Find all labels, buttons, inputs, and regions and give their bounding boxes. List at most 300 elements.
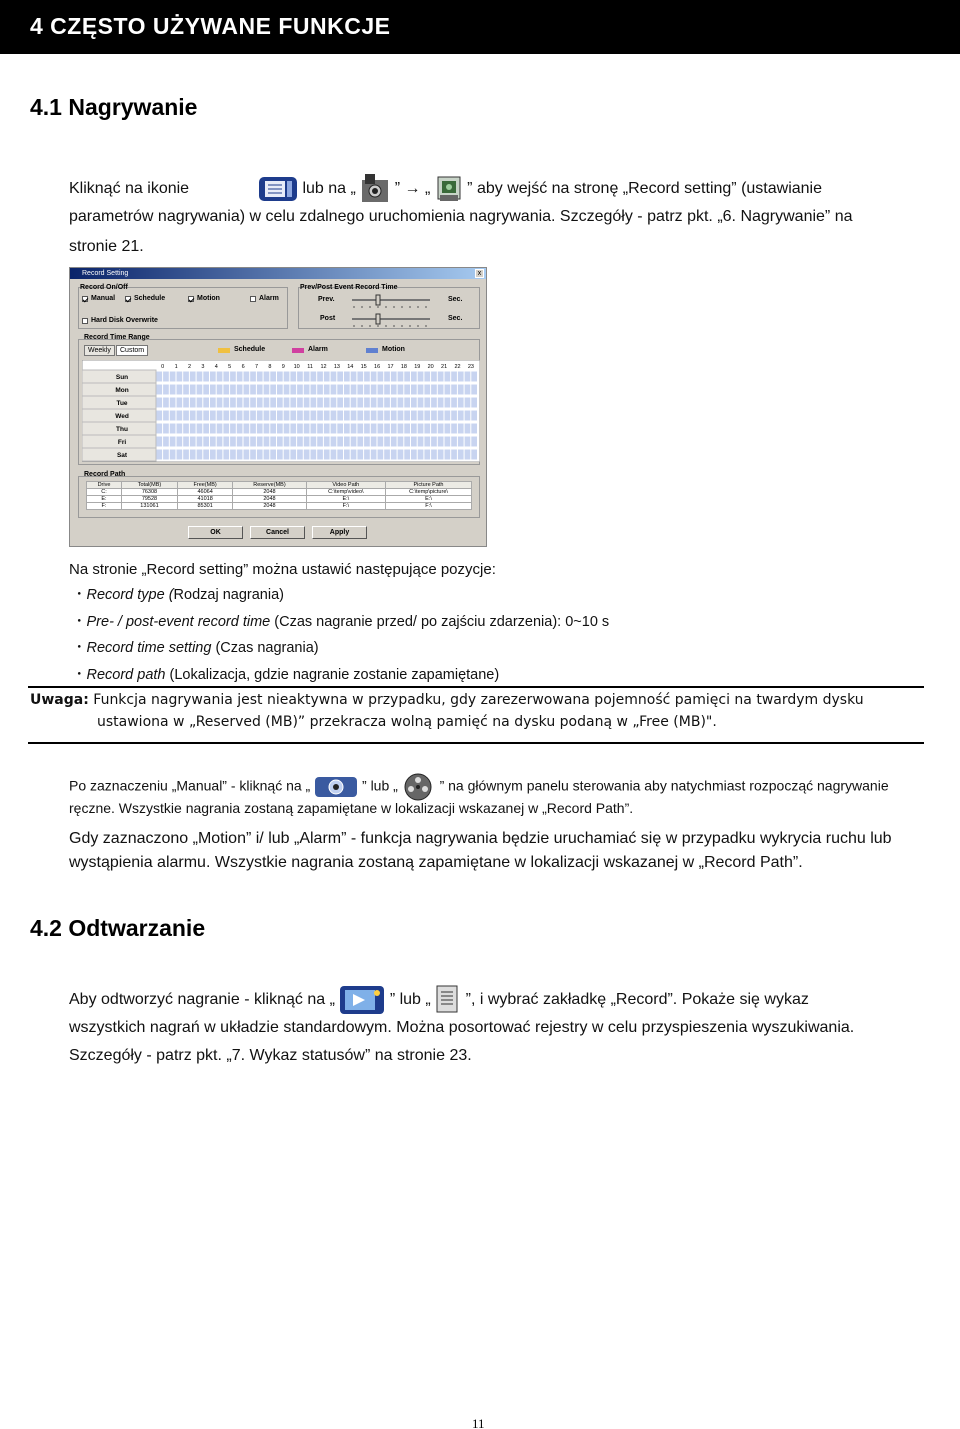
schedule-checkbox[interactable]: [125, 296, 131, 302]
schedule-cell[interactable]: [304, 411, 310, 421]
schedule-cell[interactable]: [190, 398, 196, 408]
schedule-cell[interactable]: [163, 398, 169, 408]
schedule-cell[interactable]: [217, 437, 223, 447]
schedule-cell[interactable]: [237, 450, 243, 460]
schedule-cell[interactable]: [431, 450, 437, 460]
schedule-cell[interactable]: [337, 372, 343, 382]
schedule-cell[interactable]: [451, 398, 457, 408]
schedule-cell[interactable]: [337, 424, 343, 434]
record-list-icon[interactable]: [258, 176, 298, 202]
schedule-cell[interactable]: [471, 424, 477, 434]
schedule-cell[interactable]: [277, 372, 283, 382]
schedule-cell[interactable]: [197, 398, 203, 408]
hdd-overwrite-checkbox[interactable]: [82, 318, 88, 324]
schedule-cell[interactable]: [277, 385, 283, 395]
schedule-cell[interactable]: [411, 398, 417, 408]
schedule-cell[interactable]: [190, 372, 196, 382]
schedule-cell[interactable]: [163, 372, 169, 382]
schedule-cell[interactable]: [317, 372, 323, 382]
schedule-cell[interactable]: [203, 437, 209, 447]
schedule-cell[interactable]: [424, 450, 430, 460]
schedule-cell[interactable]: [170, 437, 176, 447]
schedule-cell[interactable]: [324, 424, 330, 434]
schedule-cell[interactable]: [156, 385, 162, 395]
schedule-cell[interactable]: [418, 450, 424, 460]
schedule-cell[interactable]: [357, 411, 363, 421]
schedule-cell[interactable]: [411, 385, 417, 395]
schedule-cell[interactable]: [311, 385, 317, 395]
schedule-cell[interactable]: [210, 437, 216, 447]
schedule-cell[interactable]: [244, 385, 250, 395]
schedule-cell[interactable]: [277, 411, 283, 421]
schedule-cell[interactable]: [156, 437, 162, 447]
schedule-cell[interactable]: [418, 424, 424, 434]
schedule-cell[interactable]: [237, 372, 243, 382]
schedule-cell[interactable]: [237, 411, 243, 421]
schedule-cell[interactable]: [331, 372, 337, 382]
schedule-cell[interactable]: [378, 450, 384, 460]
schedule-cell[interactable]: [424, 411, 430, 421]
schedule-cell[interactable]: [371, 424, 377, 434]
schedule-cell[interactable]: [364, 437, 370, 447]
cancel-button[interactable]: Cancel: [250, 526, 305, 539]
schedule-cell[interactable]: [398, 450, 404, 460]
schedule-cell[interactable]: [445, 424, 451, 434]
schedule-cell[interactable]: [317, 385, 323, 395]
schedule-cell[interactable]: [163, 424, 169, 434]
table-row[interactable]: [87, 496, 472, 503]
schedule-cell[interactable]: [337, 411, 343, 421]
schedule-cell[interactable]: [351, 437, 357, 447]
schedule-cell[interactable]: [431, 385, 437, 395]
schedule-cell[interactable]: [384, 411, 390, 421]
schedule-cell[interactable]: [170, 398, 176, 408]
schedule-cell[interactable]: [311, 437, 317, 447]
schedule-cell[interactable]: [351, 411, 357, 421]
schedule-cell[interactable]: [398, 372, 404, 382]
schedule-cell[interactable]: [183, 424, 189, 434]
schedule-cell[interactable]: [177, 385, 183, 395]
apply-button[interactable]: Apply: [312, 526, 367, 539]
schedule-cell[interactable]: [398, 437, 404, 447]
schedule-cell[interactable]: [264, 450, 270, 460]
schedule-cell[interactable]: [371, 450, 377, 460]
schedule-cell[interactable]: [351, 450, 357, 460]
schedule-cell[interactable]: [304, 437, 310, 447]
schedule-cell[interactable]: [357, 385, 363, 395]
schedule-cell[interactable]: [197, 437, 203, 447]
schedule-cell[interactable]: [170, 411, 176, 421]
schedule-cell[interactable]: [384, 385, 390, 395]
schedule-cell[interactable]: [297, 424, 303, 434]
schedule-cell[interactable]: [438, 385, 444, 395]
schedule-cell[interactable]: [197, 385, 203, 395]
schedule-cell[interactable]: [458, 437, 464, 447]
table-row[interactable]: [87, 489, 472, 496]
schedule-cell[interactable]: [203, 372, 209, 382]
schedule-cell[interactable]: [284, 450, 290, 460]
schedule-cell[interactable]: [391, 424, 397, 434]
schedule-cell[interactable]: [163, 450, 169, 460]
schedule-cell[interactable]: [264, 385, 270, 395]
schedule-cell[interactable]: [458, 411, 464, 421]
schedule-cell[interactable]: [190, 450, 196, 460]
schedule-cell[interactable]: [438, 372, 444, 382]
schedule-cell[interactable]: [244, 372, 250, 382]
schedule-cell[interactable]: [217, 385, 223, 395]
schedule-cell[interactable]: [264, 424, 270, 434]
schedule-cell[interactable]: [311, 450, 317, 460]
schedule-cell[interactable]: [324, 398, 330, 408]
schedule-cell[interactable]: [331, 385, 337, 395]
schedule-cell[interactable]: [371, 437, 377, 447]
schedule-cell[interactable]: [438, 437, 444, 447]
schedule-cell[interactable]: [438, 398, 444, 408]
schedule-cell[interactable]: [344, 450, 350, 460]
schedule-cell[interactable]: [398, 411, 404, 421]
schedule-cell[interactable]: [197, 411, 203, 421]
schedule-cell[interactable]: [351, 385, 357, 395]
schedule-grid[interactable]: [82, 360, 480, 462]
schedule-cell[interactable]: [270, 424, 276, 434]
schedule-cell[interactable]: [465, 424, 471, 434]
schedule-cell[interactable]: [183, 450, 189, 460]
schedule-cell[interactable]: [284, 372, 290, 382]
playback-icon[interactable]: [339, 985, 385, 1015]
schedule-cell[interactable]: [431, 437, 437, 447]
schedule-cell[interactable]: [284, 437, 290, 447]
schedule-cell[interactable]: [445, 411, 451, 421]
schedule-cell[interactable]: [398, 398, 404, 408]
schedule-cell[interactable]: [465, 437, 471, 447]
schedule-cell[interactable]: [217, 411, 223, 421]
schedule-cell[interactable]: [210, 398, 216, 408]
schedule-cell[interactable]: [451, 385, 457, 395]
schedule-cell[interactable]: [344, 424, 350, 434]
schedule-cell[interactable]: [471, 411, 477, 421]
schedule-cell[interactable]: [438, 450, 444, 460]
setup-camera-icon[interactable]: [360, 172, 390, 206]
schedule-cell[interactable]: [297, 450, 303, 460]
schedule-cell[interactable]: [371, 398, 377, 408]
schedule-cell[interactable]: [418, 411, 424, 421]
schedule-cell[interactable]: [465, 385, 471, 395]
schedule-cell[interactable]: [337, 398, 343, 408]
schedule-cell[interactable]: [230, 411, 236, 421]
schedule-cell[interactable]: [244, 437, 250, 447]
schedule-cell[interactable]: [304, 398, 310, 408]
schedule-cell[interactable]: [277, 437, 283, 447]
schedule-cell[interactable]: [163, 411, 169, 421]
schedule-cell[interactable]: [156, 372, 162, 382]
schedule-cell[interactable]: [210, 424, 216, 434]
schedule-cell[interactable]: [418, 385, 424, 395]
schedule-cell[interactable]: [230, 450, 236, 460]
schedule-cell[interactable]: [217, 450, 223, 460]
schedule-cell[interactable]: [371, 411, 377, 421]
schedule-cell[interactable]: [411, 372, 417, 382]
schedule-cell[interactable]: [458, 398, 464, 408]
schedule-cell[interactable]: [170, 450, 176, 460]
schedule-cell[interactable]: [210, 411, 216, 421]
schedule-cell[interactable]: [223, 437, 229, 447]
tab-weekly[interactable]: Weekly: [84, 345, 115, 356]
schedule-cell[interactable]: [378, 411, 384, 421]
schedule-cell[interactable]: [230, 385, 236, 395]
schedule-cell[interactable]: [163, 385, 169, 395]
schedule-cell[interactable]: [311, 424, 317, 434]
schedule-cell[interactable]: [250, 450, 256, 460]
schedule-cell[interactable]: [297, 372, 303, 382]
schedule-cell[interactable]: [203, 411, 209, 421]
schedule-cell[interactable]: [324, 437, 330, 447]
schedule-cell[interactable]: [317, 450, 323, 460]
schedule-cell[interactable]: [458, 450, 464, 460]
schedule-cell[interactable]: [270, 450, 276, 460]
schedule-cell[interactable]: [264, 437, 270, 447]
schedule-cell[interactable]: [237, 385, 243, 395]
schedule-cell[interactable]: [290, 450, 296, 460]
schedule-cell[interactable]: [230, 437, 236, 447]
schedule-cell[interactable]: [210, 385, 216, 395]
manual-checkbox[interactable]: [82, 296, 88, 302]
schedule-cell[interactable]: [445, 372, 451, 382]
schedule-cell[interactable]: [364, 385, 370, 395]
schedule-cell[interactable]: [244, 424, 250, 434]
schedule-cell[interactable]: [411, 450, 417, 460]
schedule-cell[interactable]: [257, 372, 263, 382]
schedule-cell[interactable]: [344, 398, 350, 408]
post-slider[interactable]: [352, 313, 432, 327]
schedule-cell[interactable]: [237, 424, 243, 434]
schedule-cell[interactable]: [223, 398, 229, 408]
schedule-cell[interactable]: [331, 450, 337, 460]
schedule-cell[interactable]: [364, 372, 370, 382]
record-log-icon[interactable]: [435, 984, 461, 1016]
schedule-cell[interactable]: [337, 437, 343, 447]
schedule-cell[interactable]: [237, 437, 243, 447]
schedule-cell[interactable]: [284, 398, 290, 408]
schedule-cell[interactable]: [244, 450, 250, 460]
schedule-cell[interactable]: [471, 398, 477, 408]
schedule-cell[interactable]: [297, 385, 303, 395]
schedule-cell[interactable]: [465, 398, 471, 408]
alarm-checkbox[interactable]: [250, 296, 256, 302]
schedule-cell[interactable]: [331, 411, 337, 421]
schedule-cell[interactable]: [424, 385, 430, 395]
schedule-cell[interactable]: [324, 450, 330, 460]
schedule-cell[interactable]: [371, 372, 377, 382]
schedule-cell[interactable]: [445, 385, 451, 395]
schedule-cell[interactable]: [290, 424, 296, 434]
schedule-cell[interactable]: [451, 424, 457, 434]
schedule-cell[interactable]: [445, 398, 451, 408]
schedule-cell[interactable]: [250, 411, 256, 421]
schedule-cell[interactable]: [391, 398, 397, 408]
schedule-cell[interactable]: [311, 372, 317, 382]
schedule-cell[interactable]: [357, 437, 363, 447]
schedule-cell[interactable]: [270, 437, 276, 447]
schedule-cell[interactable]: [250, 398, 256, 408]
schedule-cell[interactable]: [183, 372, 189, 382]
schedule-cell[interactable]: [357, 450, 363, 460]
schedule-cell[interactable]: [371, 385, 377, 395]
schedule-cell[interactable]: [404, 398, 410, 408]
schedule-cell[interactable]: [404, 385, 410, 395]
schedule-cell[interactable]: [190, 385, 196, 395]
schedule-cell[interactable]: [190, 424, 196, 434]
schedule-cell[interactable]: [344, 411, 350, 421]
schedule-cell[interactable]: [317, 424, 323, 434]
schedule-cell[interactable]: [270, 411, 276, 421]
schedule-cell[interactable]: [411, 424, 417, 434]
schedule-cell[interactable]: [465, 372, 471, 382]
schedule-cell[interactable]: [458, 424, 464, 434]
schedule-cell[interactable]: [163, 437, 169, 447]
schedule-cell[interactable]: [190, 437, 196, 447]
schedule-cell[interactable]: [451, 372, 457, 382]
schedule-cell[interactable]: [445, 450, 451, 460]
schedule-cell[interactable]: [290, 411, 296, 421]
schedule-cell[interactable]: [197, 450, 203, 460]
schedule-cell[interactable]: [257, 437, 263, 447]
schedule-cell[interactable]: [384, 398, 390, 408]
schedule-cell[interactable]: [391, 372, 397, 382]
schedule-cell[interactable]: [183, 398, 189, 408]
schedule-cell[interactable]: [317, 411, 323, 421]
schedule-cell[interactable]: [210, 450, 216, 460]
schedule-cell[interactable]: [424, 437, 430, 447]
schedule-cell[interactable]: [458, 385, 464, 395]
schedule-cell[interactable]: [398, 424, 404, 434]
schedule-cell[interactable]: [264, 411, 270, 421]
schedule-cell[interactable]: [451, 450, 457, 460]
schedule-cell[interactable]: [257, 385, 263, 395]
schedule-cell[interactable]: [317, 398, 323, 408]
schedule-cell[interactable]: [270, 398, 276, 408]
schedule-cell[interactable]: [445, 437, 451, 447]
schedule-cell[interactable]: [257, 424, 263, 434]
schedule-cell[interactable]: [431, 372, 437, 382]
schedule-cell[interactable]: [384, 372, 390, 382]
schedule-cell[interactable]: [351, 398, 357, 408]
schedule-cell[interactable]: [378, 398, 384, 408]
schedule-cell[interactable]: [364, 450, 370, 460]
schedule-cell[interactable]: [404, 411, 410, 421]
schedule-cell[interactable]: [344, 437, 350, 447]
schedule-cell[interactable]: [177, 372, 183, 382]
schedule-cell[interactable]: [237, 398, 243, 408]
schedule-cell[interactable]: [357, 424, 363, 434]
schedule-cell[interactable]: [223, 450, 229, 460]
schedule-cell[interactable]: [404, 372, 410, 382]
schedule-cell[interactable]: [223, 411, 229, 421]
schedule-cell[interactable]: [418, 372, 424, 382]
schedule-cell[interactable]: [304, 450, 310, 460]
schedule-cell[interactable]: [177, 450, 183, 460]
schedule-cell[interactable]: [177, 398, 183, 408]
schedule-cell[interactable]: [170, 372, 176, 382]
schedule-cell[interactable]: [277, 424, 283, 434]
schedule-cell[interactable]: [183, 437, 189, 447]
schedule-cell[interactable]: [331, 437, 337, 447]
schedule-cell[interactable]: [424, 398, 430, 408]
schedule-cell[interactable]: [257, 398, 263, 408]
schedule-cell[interactable]: [223, 385, 229, 395]
schedule-cell[interactable]: [337, 385, 343, 395]
schedule-cell[interactable]: [203, 450, 209, 460]
schedule-cell[interactable]: [156, 398, 162, 408]
schedule-cell[interactable]: [471, 385, 477, 395]
prev-slider[interactable]: [352, 294, 432, 308]
schedule-cell[interactable]: [451, 437, 457, 447]
schedule-cell[interactable]: [331, 398, 337, 408]
schedule-cell[interactable]: [438, 424, 444, 434]
schedule-cell[interactable]: [257, 450, 263, 460]
schedule-cell[interactable]: [223, 372, 229, 382]
schedule-cell[interactable]: [277, 398, 283, 408]
schedule-cell[interactable]: [304, 424, 310, 434]
schedule-cell[interactable]: [217, 372, 223, 382]
schedule-cell[interactable]: [465, 450, 471, 460]
schedule-cell[interactable]: [364, 424, 370, 434]
schedule-cell[interactable]: [177, 437, 183, 447]
schedule-cell[interactable]: [404, 437, 410, 447]
schedule-cell[interactable]: [351, 372, 357, 382]
schedule-cell[interactable]: [250, 424, 256, 434]
schedule-cell[interactable]: [277, 450, 283, 460]
schedule-cell[interactable]: [156, 411, 162, 421]
schedule-cell[interactable]: [250, 385, 256, 395]
schedule-cell[interactable]: [264, 372, 270, 382]
schedule-cell[interactable]: [217, 424, 223, 434]
schedule-cell[interactable]: [391, 411, 397, 421]
schedule-cell[interactable]: [471, 450, 477, 460]
schedule-cell[interactable]: [337, 450, 343, 460]
schedule-cell[interactable]: [156, 450, 162, 460]
schedule-cell[interactable]: [257, 411, 263, 421]
schedule-cell[interactable]: [183, 385, 189, 395]
schedule-cell[interactable]: [431, 411, 437, 421]
schedule-cell[interactable]: [384, 437, 390, 447]
schedule-cell[interactable]: [324, 372, 330, 382]
schedule-cell[interactable]: [311, 411, 317, 421]
schedule-cell[interactable]: [357, 372, 363, 382]
schedule-cell[interactable]: [391, 385, 397, 395]
schedule-cell[interactable]: [270, 372, 276, 382]
schedule-cell[interactable]: [357, 398, 363, 408]
schedule-cell[interactable]: [170, 385, 176, 395]
schedule-cell[interactable]: [290, 437, 296, 447]
schedule-cell[interactable]: [297, 437, 303, 447]
tab-custom[interactable]: Custom: [116, 345, 148, 356]
schedule-cell[interactable]: [418, 398, 424, 408]
schedule-cell[interactable]: [451, 411, 457, 421]
close-icon[interactable]: x: [475, 269, 484, 278]
schedule-cell[interactable]: [331, 424, 337, 434]
schedule-cell[interactable]: [203, 424, 209, 434]
schedule-cell[interactable]: [378, 372, 384, 382]
record-setting-icon[interactable]: [435, 174, 463, 204]
schedule-cell[interactable]: [384, 450, 390, 460]
schedule-cell[interactable]: [217, 398, 223, 408]
schedule-cell[interactable]: [431, 424, 437, 434]
schedule-cell[interactable]: [230, 372, 236, 382]
schedule-cell[interactable]: [177, 424, 183, 434]
schedule-cell[interactable]: [197, 424, 203, 434]
schedule-cell[interactable]: [290, 372, 296, 382]
schedule-cell[interactable]: [183, 411, 189, 421]
